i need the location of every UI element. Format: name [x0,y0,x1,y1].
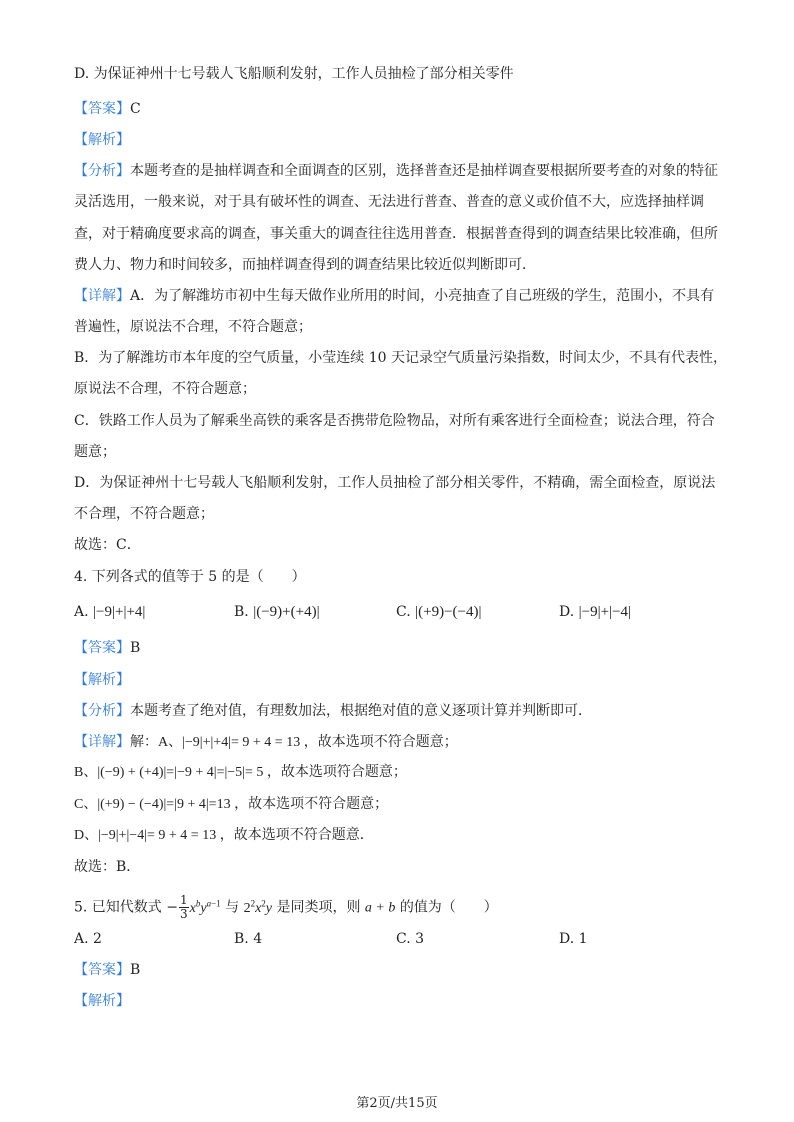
q4-jiexi-tag: 【解析】 [74,672,130,688]
xiangjie-text: 解：A、|−9|+|+4|= 9 + 4 = 13 ，故本选项不符合题意； [130,735,458,750]
answer-value: C [130,101,141,117]
q3-xiangjie-d-line-2: 不合理，不符合题意； [74,506,214,522]
fraction-denominator: 3 [180,907,188,922]
q5-option-b: B. 4 [234,931,263,947]
monomial-2: $2^2x^2y$ [243,898,272,916]
fenxi-tag: 【分析】 [74,703,130,719]
option-label: D. [559,604,575,620]
xiangjie-text: A．为了解潍坊市初中生每天做作业所用的时间，小亮抽查了自己班级的学生，范围小，不具有 [130,288,715,304]
answer-tag: 【答案】 [74,962,130,978]
q4-conclusion: 故选：B． [74,859,141,875]
xiangjie-tag: 【详解】 [74,734,130,750]
q5-stem-tail: 的值为（ ） [399,899,498,916]
answer-value: B [130,962,141,978]
q3-answer [74,101,141,117]
q4-fenxi [74,703,592,719]
page-footer: 第2页/共15页 [356,1096,438,1111]
q4-xiangjie-b: B、|(−9) + (+4)|=|−9 + 4|=|−5|= 5 ，故本选项符合题意； [74,765,407,780]
q3-fenxi-line-1 [74,163,718,179]
fenxi-text: 本题考查了绝对值，有理数加法，根据绝对值的意义逐项计算并判断即可． [130,703,592,719]
fenxi-text: 本题考查的是抽样调查和全面调查的区别，选择普查还是抽样调查要根据所要考查的对象的特征 [130,163,718,179]
option-expression: |−9|+|−4| [578,604,632,620]
monomial-1: $x^by^{a-1}$ [189,898,221,916]
q5-stem-mid: 是同类项，则 [276,899,361,916]
q3-xiangjie-b-line-2: 原说法不合理，不符合题意； [74,381,256,397]
q3-fenxi-line-4: 费人力、物力和时间较多，而抽样调查得到的调查结果比较近似判断即可． [74,257,536,273]
answer-value: B [130,640,141,656]
option-label: B. [234,604,249,620]
q3-fenxi-line-3: 查，对于精确度要求高的调查，事关重大的调查往往选用普查．根据普查得到的调查结果比较准确，但所 [74,226,718,242]
fraction-one-third [179,894,189,921]
answer-tag: 【答案】 [74,640,130,656]
q4-option-d [559,603,631,621]
q4-xiangjie-a [74,734,458,751]
q3-xiangjie-a-line-2: 普遍性，原说法不合理，不符合题意； [74,319,312,335]
option-expression: |(+9)−(−4)| [415,604,482,620]
q5-jiexi-tag: 【解析】 [74,993,130,1009]
sum-a-b: a + b [364,900,396,916]
q4-xiangjie-d: D、|−9|+|−4|= 9 + 4 = 13 ，故本选项不符合题意． [74,828,374,843]
q5-stem-and: 与 [225,899,240,916]
fenxi-tag: 【分析】 [74,163,130,179]
option-label: A. [74,604,89,620]
option-expression: |(−9)+(+4)| [253,604,320,620]
answer-tag: 【答案】 [74,101,130,117]
q3-jiexi-tag: 【解析】 [74,132,130,148]
q3-xiangjie-c-line-2: 题意； [74,444,116,460]
q4-option-c [396,603,482,621]
option-label: C. [396,604,411,620]
q5-option-c: C. 3 [396,931,425,947]
q5-stem-prefix: 5. 已知代数式 − [74,899,178,916]
xiangjie-tag: 【详解】 [74,288,130,304]
q5-stem [74,888,498,924]
q3-option-d: D. 为保证神州十七号载人飞船顺利发射，工作人员抽检了部分相关零件 [74,66,514,82]
fraction-numerator: 1 [180,893,188,908]
q3-xiangjie-d-line-1: D．为保证神州十七号载人飞船顺利发射，工作人员抽检了部分相关零件，不精确，需全面检查，原说法 [74,475,716,491]
q4-option-a [74,603,145,621]
q5-answer [74,962,140,978]
q3-fenxi-line-2: 灵活选用，一般来说，对于具有破坏性的调查、无法进行普查、普查的意义或价值不大，应选择抽样调 [74,194,704,210]
q3-xiangjie-b-line-1: B．为了解潍坊市本年度的空气质量，小莹连续 10 天记录空气质量污染指数，时间太少，不具有代表性， [74,350,728,366]
q4-option-b [234,603,320,621]
q3-xiangjie-c-line-1: C．铁路工作人员为了解乘坐高铁的乘客是否携带危险物品，对所有乘客进行全面检查；说法合理，符合 [74,413,715,429]
q4-xiangjie-c: C、|(+9) − (−4)|=|9 + 4|=13 ，故本选项不符合题意； [74,797,389,812]
q5-option-d: D. 1 [559,931,588,947]
q3-conclusion: 故选：C． [74,537,141,553]
q4-answer [74,640,140,656]
q4-stem: 4. 下列各式的值等于 5 的是（ ） [74,569,306,585]
q5-option-a: A. 2 [74,931,102,947]
q3-xiangjie-a-line-1 [74,288,714,304]
option-expression: |−9|+|+4| [93,604,146,620]
